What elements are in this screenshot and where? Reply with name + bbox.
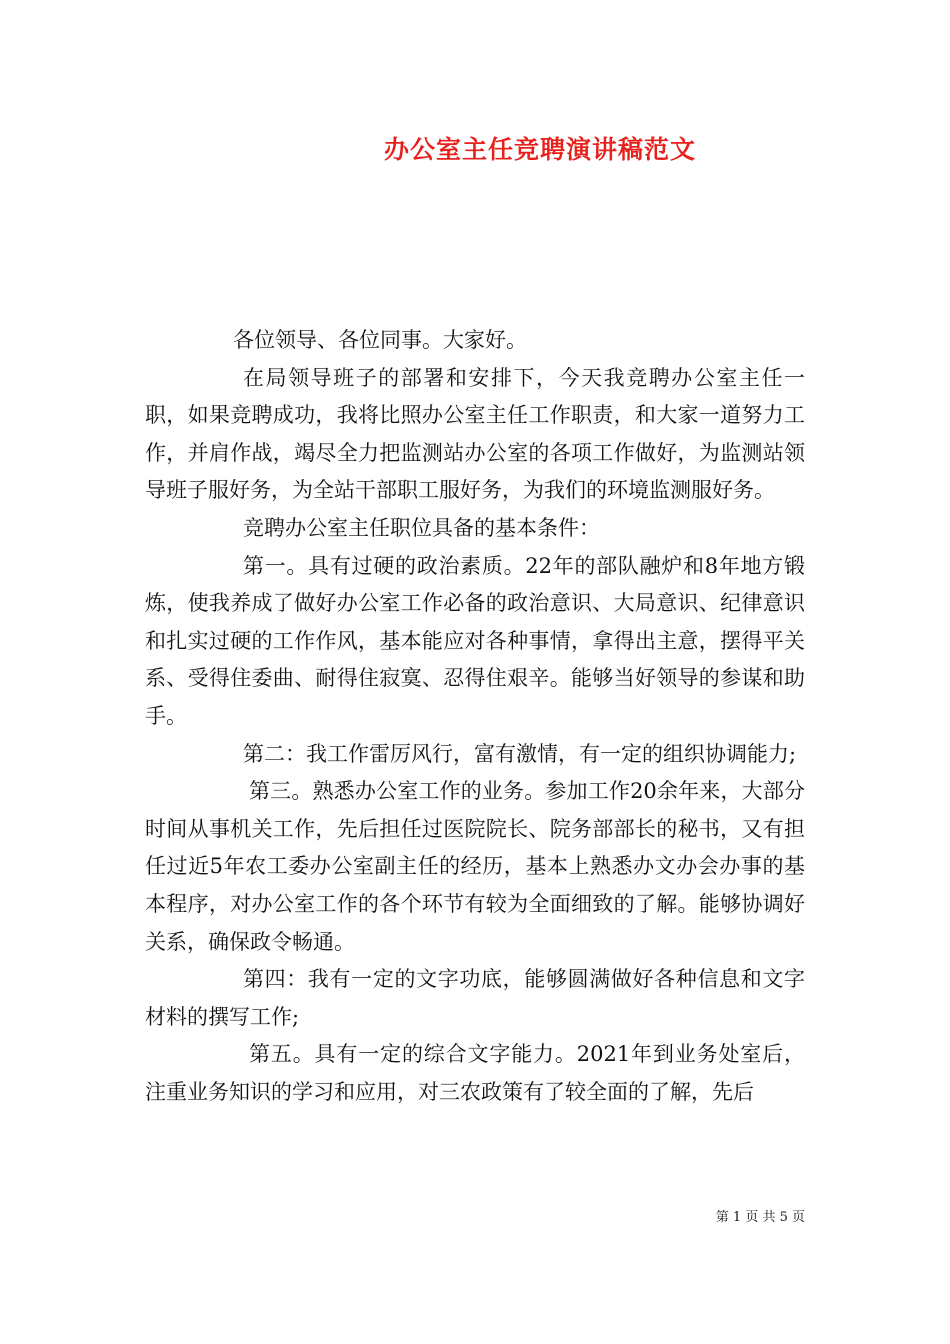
document-body (145, 322, 805, 1111)
document-title: 办公室主任竞聘演讲稿范文 (383, 135, 696, 164)
paragraph-intro: 在局领导班子的部署和安排下，今天我竞聘办公室主任一职，如果竞聘成功，我将比照办公室主任工作职责，和大家一道努力工作，并肩作战，竭尽全力把监测站办公室的各项工作做好，为监测站领导班子服好务，为全站干部职工服好务，为我们的环境监测服好务。 (145, 365, 805, 503)
paragraph-fifth: 第五。具有一定的综合文字能力。2021年到业务处室后，注重业务知识的学习和应用，对三农政策有了较全面的了解，先后 (145, 1042, 805, 1104)
paragraph-third: 第三。熟悉办公室工作的业务。参加工作20余年来，大部分时间从事机关工作，先后担任过医院院长、院务部部长的秘书，又有担任过近5年农工委办公室副主任的经历，基本上熟悉办文办会办事的基本程序，对办公室工作的各个环节有较为全面细致的了解。能够协调好关系，确保政令畅通。 (145, 779, 805, 954)
paragraph-fourth: 第四：我有一定的文字功底，能够圆满做好各种信息和文字材料的撰写工作; (145, 967, 805, 1029)
paragraph-first: 第一。具有过硬的政治素质。22年的部队融炉和8年地方锻炼，使我养成了做好办公室工作必备的政治意识、大局意识、纪律意识和扎实过硬的工作作风，基本能应对各种事情，拿得出主意，摆得平关系、受得住委曲、耐得住寂寞、忍得住艰辛。能够当好领导的参谋和助手。 (145, 553, 805, 728)
paragraph-conditions-heading: 竞聘办公室主任职位具备的基本条件： (243, 515, 600, 540)
paragraph-greeting: 各位领导、各位同事。大家好。 (233, 328, 527, 352)
paragraph-second: 第二：我工作雷厉风行，富有激情，有一定的组织协调能力; (243, 741, 797, 766)
page-number-footer: 第 1 页 共 5 页 (715, 1210, 805, 1225)
